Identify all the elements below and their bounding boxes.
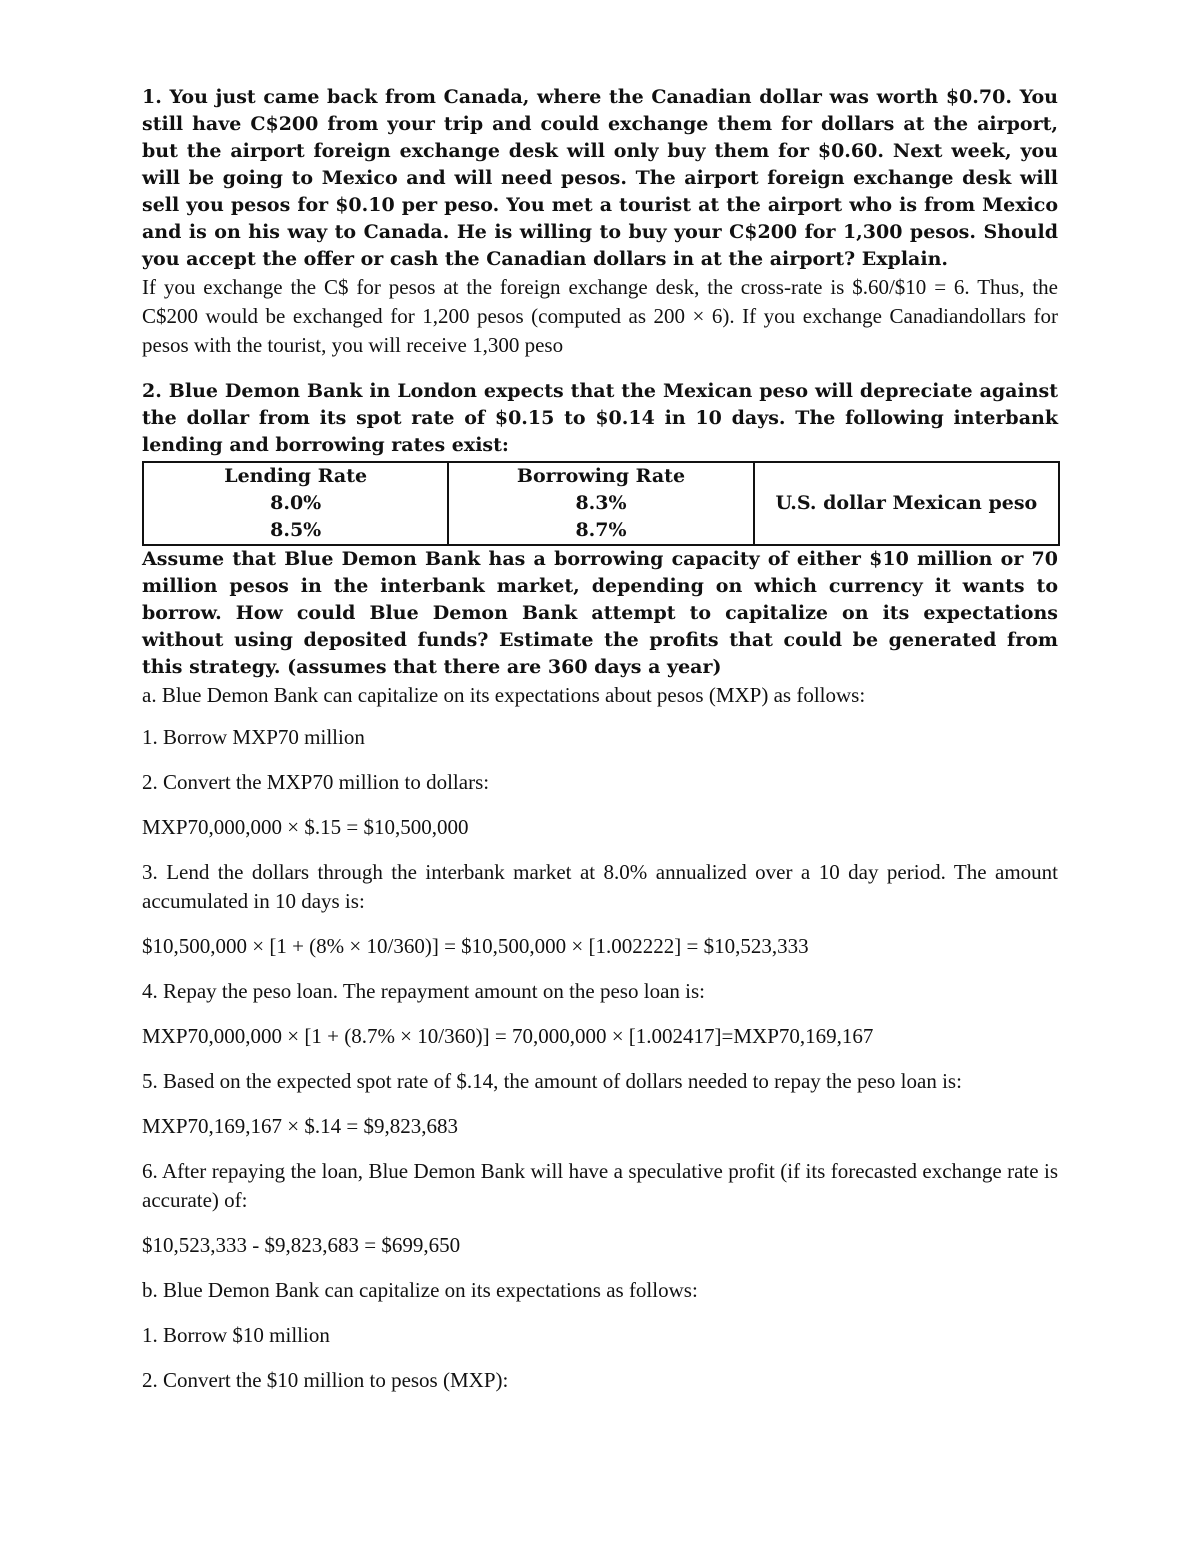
lending-rate-header: Lending Rate xyxy=(224,465,368,487)
answer-line: b. Blue Demon Bank can capitalize on its expectations as follows: xyxy=(142,1278,698,1302)
answer-line: 1. Borrow $10 million xyxy=(142,1323,330,1347)
document-page xyxy=(142,84,1058,1395)
answer-line: 2. Convert the $10 million to pesos (MXP): xyxy=(142,1368,509,1392)
answer-line: 2. Convert the MXP70 million to dollars: xyxy=(142,770,490,794)
answer-line: MXP70,169,167 × $.14 = $9,823,683 xyxy=(142,1114,458,1138)
answer-line: 4. Repay the peso loan. The repayment amount on the peso loan is: xyxy=(142,979,705,1003)
currency-labels: U.S. dollar Mexican peso xyxy=(775,492,1038,514)
answer-line: MXP70,000,000 × $.15 = $10,500,000 xyxy=(142,815,469,839)
borrowing-rate-header: Borrowing Rate xyxy=(516,465,686,487)
answer-line: a. Blue Demon Bank can capitalize on its expectations about pesos (MXP) as follows: xyxy=(142,683,866,707)
answer-line: 1. Borrow MXP70 million xyxy=(142,725,365,749)
borrowing-rate-usd: 8.3% xyxy=(575,492,627,514)
answer-line: MXP70,000,000 × [1 + (8.7% × 10/360)] = 70,000,000 × [1.002417]=MXP70,169,167 xyxy=(142,1024,874,1048)
question-2: 2. Blue Demon Bank in London expects that the Mexican peso will depreciate against the dollar from its spot rate of $0.15 to $0.14 in 10 days. The following interbank lending and borrowing rates exist: xyxy=(142,380,1058,456)
answer-line: 5. Based on the expected spot rate of $.14, the amount of dollars needed to repay the peso loan is: xyxy=(142,1069,962,1093)
question-2-continued: Assume that Blue Demon Bank has a borrowing capacity of either $10 million or 70 million pesos in the interbank market, depending on which currency it wants to borrow. How could Blue Demon Bank attempt to capitalize on its expectations without using deposited funds? Estimate the profits that could be generated from this strategy. (assumes that there are 360 days a year) xyxy=(142,548,1058,678)
answer-line: 3. Lend the dollars through the interbank market at 8.0% annualized over a 10 day period. The amount accumulated in 10 days is: xyxy=(142,860,1058,913)
answer-1: If you exchange the C$ for pesos at the foreign exchange desk, the cross-rate is $.60/$10 = 6. Thus, the C$200 would be exchanged for 1,200 pesos (computed as 200 × 6). If you exchange Canadiandollars for pesos with the tourist, you will receive 1,300 peso xyxy=(142,275,1058,357)
answer-line: 6. After repaying the loan, Blue Demon Bank will have a speculative profit (if its forecasted exchange rate is accurate) of: xyxy=(142,1159,1058,1212)
lending-rate-cell xyxy=(143,462,448,545)
borrowing-rate-mxp: 8.7% xyxy=(575,519,627,541)
answer-line: $10,500,000 × [1 + (8% × 10/360)] = $10,500,000 × [1.002222] = $10,523,333 xyxy=(142,934,809,958)
borrowing-rate-cell xyxy=(448,462,753,545)
currency-cell xyxy=(754,462,1059,545)
interest-rate-table xyxy=(142,461,1060,546)
answer-line: $10,523,333 - $9,823,683 = $699,650 xyxy=(142,1233,461,1257)
lending-rate-mxp: 8.5% xyxy=(270,519,322,541)
question-1: 1. You just came back from Canada, where the Canadian dollar was worth $0.70. You still have C$200 from your trip and could exchange them for dollars at the airport, but the airport foreign exchange desk will only buy them for $0.60. Next week, you will be going to Mexico and will need pesos. The airport foreign exchange desk will sell you pesos for $0.10 per peso. You met a tourist at the airport who is from Mexico and is on his way to Canada. He is willing to buy your C$200 for 1,300 pesos. Should you accept the offer or cash the Canadian dollars in at the airport? Explain. xyxy=(142,86,1058,270)
lending-rate-usd: 8.0% xyxy=(270,492,322,514)
